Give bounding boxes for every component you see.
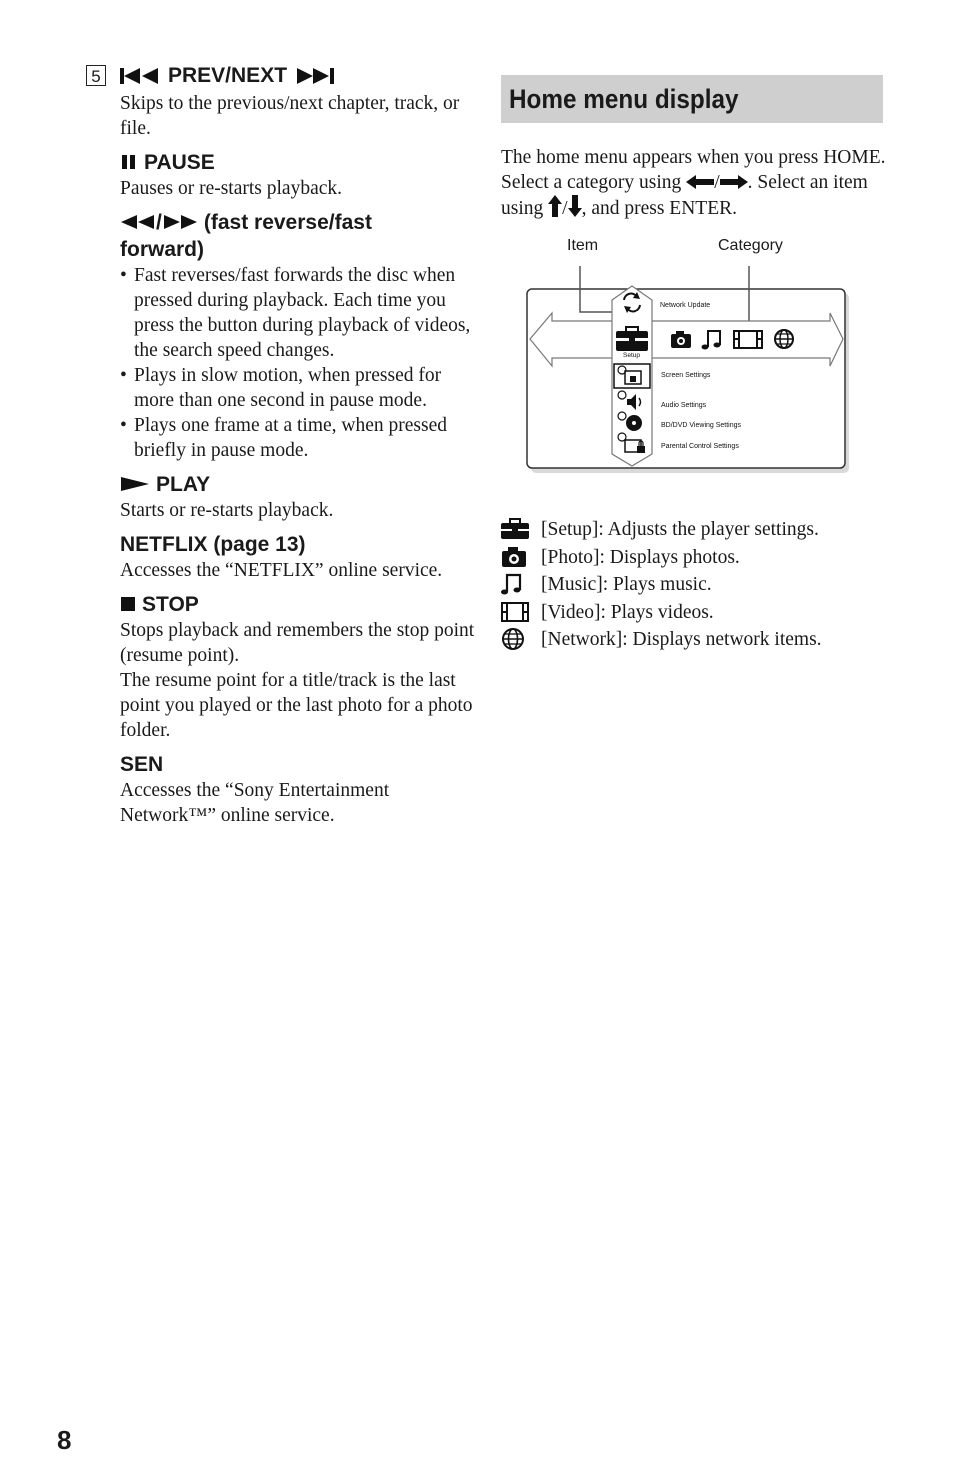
parental-settings-label: Parental Control Settings (661, 443, 739, 450)
pause-icon (120, 154, 138, 170)
stop-label: STOP (142, 593, 199, 616)
prev-next-description: Skips to the previous/next chapter, track, or file. (120, 93, 460, 139)
callout-item: Item (567, 237, 599, 254)
bddvd-settings-label: BD/DVD Viewing Settings (661, 422, 742, 429)
fast-bullet-2: • Plays in slow motion, when pressed for more than one second in pause mode. (120, 363, 478, 413)
legend-video (501, 599, 921, 625)
play-description: Starts or re-starts playback. (120, 500, 334, 521)
pause-label: PAUSE (144, 151, 215, 174)
netflix-heading: NETFLIX (page 13) (120, 533, 306, 556)
legend-video-text: [Video]: Plays videos. (541, 601, 714, 623)
legend-network (501, 626, 921, 652)
sen-description: Accesses the “Sony Entertainment Network™” online service. (120, 780, 390, 826)
play-heading (86, 471, 478, 498)
intro-text-b: . Select an item using (501, 172, 868, 219)
up-arrow-icon (548, 195, 562, 217)
fast-forward-icon (162, 214, 198, 230)
setup-label: Setup (623, 352, 640, 359)
prev-next-label: PREV/NEXT (168, 64, 288, 87)
next-icon (295, 67, 335, 85)
fast-heading: / (fast reverse/fast forward) (120, 211, 372, 261)
film-icon (501, 601, 529, 623)
music-note-icon (501, 573, 529, 595)
play-icon (120, 476, 150, 492)
legend-photo (501, 544, 921, 570)
legend-music (501, 571, 921, 597)
rewind-icon (120, 214, 156, 230)
fast-bullet-3: • Plays one frame at a time, when pressed briefly in pause mode. (120, 413, 478, 463)
section-title: Home menu display (509, 84, 739, 114)
prev-icon (120, 67, 160, 85)
camera-icon (501, 546, 529, 568)
stop-icon (120, 596, 136, 612)
home-menu-screen (500, 230, 880, 480)
stop-description-1: Stops playback and remembers the stop point (resume point). (120, 620, 475, 666)
page-number: 8 (57, 1425, 72, 1455)
play-label: PLAY (156, 473, 211, 496)
audio-settings-label: Audio Settings (661, 402, 707, 409)
netflix-description: Accesses the “NETFLIX” online service. (120, 560, 443, 581)
left-arrow-icon (686, 175, 714, 189)
network-update-label: Network Update (660, 302, 711, 309)
intro-text-a: The home menu appears when you press HOME. Select a category using (501, 147, 886, 193)
toolbox-icon (501, 518, 529, 540)
callout-category: Category (718, 237, 783, 254)
pause-heading (86, 149, 478, 176)
fast-bullets (86, 263, 478, 463)
home-menu-diagram (500, 230, 880, 480)
sen-heading: SEN (120, 753, 164, 776)
legend-photo-text: [Photo]: Displays photos. (541, 546, 740, 568)
fast-heading-line1: (fast reverse/fast (203, 211, 372, 234)
globe-icon (501, 627, 529, 651)
stop-heading (86, 591, 478, 618)
legend-network-text: [Network]: Displays network items. (541, 628, 822, 650)
legend-setup (501, 516, 921, 542)
prev-next-heading-row (86, 62, 478, 89)
intro-paragraph: The home menu appears when you press HOME. Select a category using / . Select an item using / , and press ENTER. (501, 147, 886, 219)
down-arrow-icon (568, 195, 582, 217)
stop-description-2: The resume point for a title/track is the last point you played or the last photo for a photo folder. (120, 670, 473, 741)
legend-music-text: [Music]: Plays music. (541, 573, 712, 595)
right-arrow-icon (720, 175, 748, 189)
step-number-box: 5 (86, 65, 106, 86)
prev-next-heading (120, 62, 335, 89)
left-column (86, 62, 478, 828)
fast-bullet-1: • Fast reverses/fast forwards the disc when pressed during playback. Each time you press the button during playback of videos, the search speed changes. (120, 263, 478, 363)
fast-heading-line2: forward) (120, 238, 204, 261)
intro-text-c: , and press ENTER. (581, 198, 737, 219)
pause-description: Pauses or re-starts playback. (120, 178, 343, 199)
screen-settings-label: Screen Settings (661, 372, 711, 379)
legend-setup-text: [Setup]: Adjusts the player settings. (541, 518, 819, 540)
section-title-banner (501, 75, 883, 123)
